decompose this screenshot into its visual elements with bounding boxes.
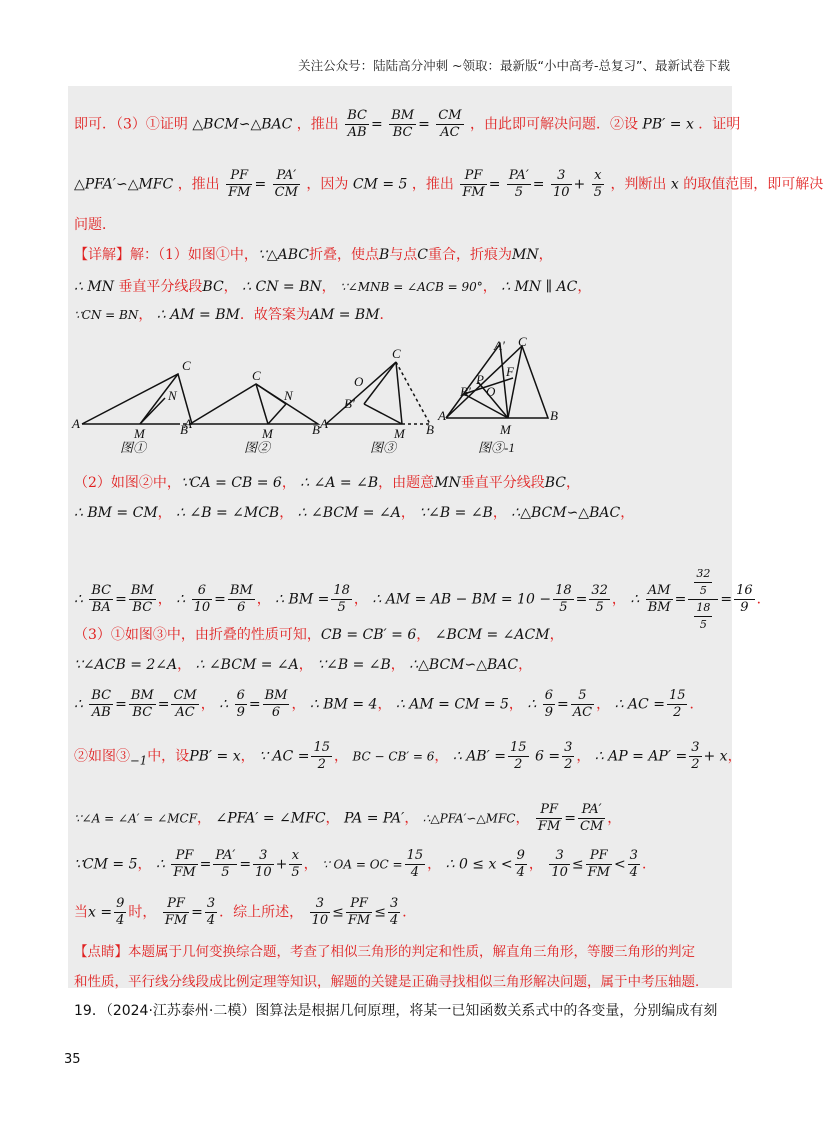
svg-text:C: C xyxy=(182,358,191,373)
line-16: 当x = $\frac{9}{4}$ 时， $\frac{PF}{FM}$ = $\frac{3}{4}$ ．综上所述， $\frac{3}{10}$ ≤ $\frac{PF}{FM}$ ≤ $\frac{3}{4}$ ． xyxy=(74,896,417,928)
svg-text:B: B xyxy=(550,408,558,423)
svg-text:B: B xyxy=(426,422,434,437)
math: x xyxy=(670,176,679,193)
text: ，判断出 xyxy=(610,176,667,193)
svg-text:B: B xyxy=(312,422,320,437)
svg-text:B′: B′ xyxy=(460,384,471,399)
svg-text:C: C xyxy=(518,334,527,349)
svg-text:C: C xyxy=(252,368,261,383)
line-1: 即可．（3）①证明 △BCM∽△BAC ，推出 $\frac{BC}{AB}$ = $\frac{BM}{BC}$ = $\frac{CM}{AC}$ ，由此即可解决问题．②设 PB′ = x ．证明 xyxy=(74,108,741,140)
text: ，因为 xyxy=(306,176,349,193)
line-4: 【详解】解：（1）如图①中，∵△ABC折叠，使点B与点C重合，折痕为MN， xyxy=(74,247,553,263)
text: 的取值范围，即可解决 xyxy=(683,176,823,193)
line-7: （2）如图②中，∵CA = CB = 6， ∴ ∠A = ∠B，由题意MN垂直平分线段BC， xyxy=(74,475,580,491)
line-9: ∴ $\frac{BC}{BA}$ = $\frac{BM}{BC}$ ， ∴ $\frac{6}{10}$ = $\frac{BM}{6}$ ， ∴ BM = $\frac{18}{5}$ ， ∴ AM = AB − BM = 10 − $\frac{18}{5}$ = $\frac{32}{5}$ ， ∴ $\frac{AM}{BM}$ = 32 5 18 5 = $\frac{16}{9}$ ． xyxy=(74,567,771,631)
fraction: $\frac{BC}{AB}$ xyxy=(347,108,367,140)
svg-text:M: M xyxy=(262,426,273,441)
line-10: （3）①如图③中，由折叠的性质可知，CB = CB′ = 6， ∠BCM = ∠ACM， xyxy=(74,627,564,643)
line-15: ∵CM = 5， ∴ $\frac{PF}{FM}$ = $\frac{PA'}{5}$ = $\frac{3}{10}$ + $\frac{x}{5}$ ， ∵ OA = OC = $\frac{15}{4}$ ， ∴ 0 ≤ x < $\frac{9}{4}$ ， $\frac{3}{10}$ ≤ $\frac{PF}{FM}$ < $\frac{3}{4}$ ． xyxy=(74,848,656,880)
svg-text:F: F xyxy=(506,364,514,379)
svg-text:O: O xyxy=(486,384,496,399)
page-header: 关注公众号：陆陆高分冲刺 ~领取：最新版“小中高考-总复习”、最新试卷下载 xyxy=(298,58,730,73)
line-12: ∴ $\frac{BC}{AB}$ = $\frac{BM}{BC}$ = $\frac{CM}{AC}$ ， ∴ $\frac{6}{9}$ = $\frac{BM}{6}$ ， ∴ BM = 4， ∴ AM = CM = 5， ∴ $\frac{6}{9}$ = $\frac{5}{AC}$ ， ∴ AC = $\frac{15}{2}$ ． xyxy=(74,688,704,720)
fraction: $\frac{CM}{AC}$ xyxy=(438,108,462,140)
text: ，推出 xyxy=(296,116,339,133)
svg-text:P: P xyxy=(476,372,484,387)
math: △PFA′∽△MFC xyxy=(74,176,174,193)
svg-text:A′: A′ xyxy=(494,338,505,353)
line-8: ∴ BM = CM， ∴ ∠B = ∠MCB， ∴ ∠BCM = ∠A， ∵∠B = ∠B， ∴△BCM∽△BAC， xyxy=(74,505,635,521)
geometry-figures xyxy=(68,334,588,460)
text: 即可．（3）①证明 xyxy=(74,116,188,133)
line-11: ∵∠ACB = 2∠A， ∴ ∠BCM = ∠A， ∵∠B = ∠B， ∴△BCM∽△BAC， xyxy=(74,657,533,673)
fig-label-2: 图② xyxy=(244,440,271,455)
text: ，推出 xyxy=(177,176,220,193)
svg-text:M: M xyxy=(500,422,511,437)
svg-text:N: N xyxy=(168,388,177,403)
fraction: $\frac{BM}{BC}$ xyxy=(391,108,415,140)
text: ，由此即可解决问题．②设 xyxy=(469,116,638,133)
line-14: ∵∠A = ∠A′ = ∠MCF， ∠PFA′ = ∠MFC， PA = PA′， ∴△PFA′∽△MFC， $\frac{PF}{FM}$ = $\frac{PA'}{CM}$ ， xyxy=(74,802,622,834)
line-13: ②如图$③_{-1}$中，设PB′ = x， ∵ AC = $\frac{15}{2}$ ， BC − CB′ = 6， ∴ AB′ = $\frac{15}{2}$ 6 = $\frac{3}{2}$ ， ∴ AP = AP′ = $\frac{3}{2}$ + x， xyxy=(74,740,742,772)
svg-text:C: C xyxy=(392,346,401,361)
fig-label-1: 图① xyxy=(120,440,147,455)
line-6: ∵CN = BN， ∴ AM = BM．故答案为AM = BM． xyxy=(74,307,394,323)
svg-text:M: M xyxy=(134,426,145,441)
text: ，推出 xyxy=(411,176,454,193)
svg-text:A: A xyxy=(184,416,192,431)
page-number: 35 xyxy=(64,1052,81,1067)
question-19: 19．（2024·江苏泰州·二模）图算法是根据几何原理，将某一已知函数关系式中的各变量，分别编成有刻 xyxy=(74,1003,718,1019)
svg-text:B′: B′ xyxy=(344,396,355,411)
fig-label-3-1: 图③-1 xyxy=(478,440,515,455)
svg-text:M: M xyxy=(394,426,405,441)
math: CM = 5 xyxy=(352,176,408,193)
svg-text:B: B xyxy=(180,422,188,437)
svg-text:A: A xyxy=(72,416,80,431)
svg-text:O: O xyxy=(354,374,364,389)
text: ．证明 xyxy=(698,116,741,133)
line-5: ∴ MN 垂直平分线段BC， ∴ CN = BN， ∵∠MNB = ∠ACB = 90°， ∴ MN ∥ AC， xyxy=(74,279,592,295)
line-2: △PFA′∽△MFC ，推出 $\frac{PF}{FM}$ = $\frac{PA'}{CM}$ ，因为 CM = 5 ，推出 $\frac{PF}{FM}$ = $\frac{PA'}{5}$ = $\frac{3}{10}$ + $\frac{x}{5}$ ，判断出 x 的取值范围，即可解决 xyxy=(74,168,823,200)
svg-text:A: A xyxy=(438,408,446,423)
math: △BCM∽△BAC xyxy=(192,116,293,133)
line-18: 和性质，平行线分线段成比例定理等知识，解题的关键是正确寻找相似三角形解决问题，属于中考压轴题． xyxy=(74,974,709,990)
line-3: 问题． xyxy=(74,217,116,233)
fig-label-3: 图③ xyxy=(370,440,397,455)
svg-text:N: N xyxy=(284,388,293,403)
svg-text:A: A xyxy=(320,416,328,431)
line-17: 【点睛】本题属于几何变换综合题，考查了相似三角形的判定和性质，解直角三角形，等腰三角形的判定 xyxy=(74,944,695,960)
math: PB′ = x xyxy=(642,116,694,133)
